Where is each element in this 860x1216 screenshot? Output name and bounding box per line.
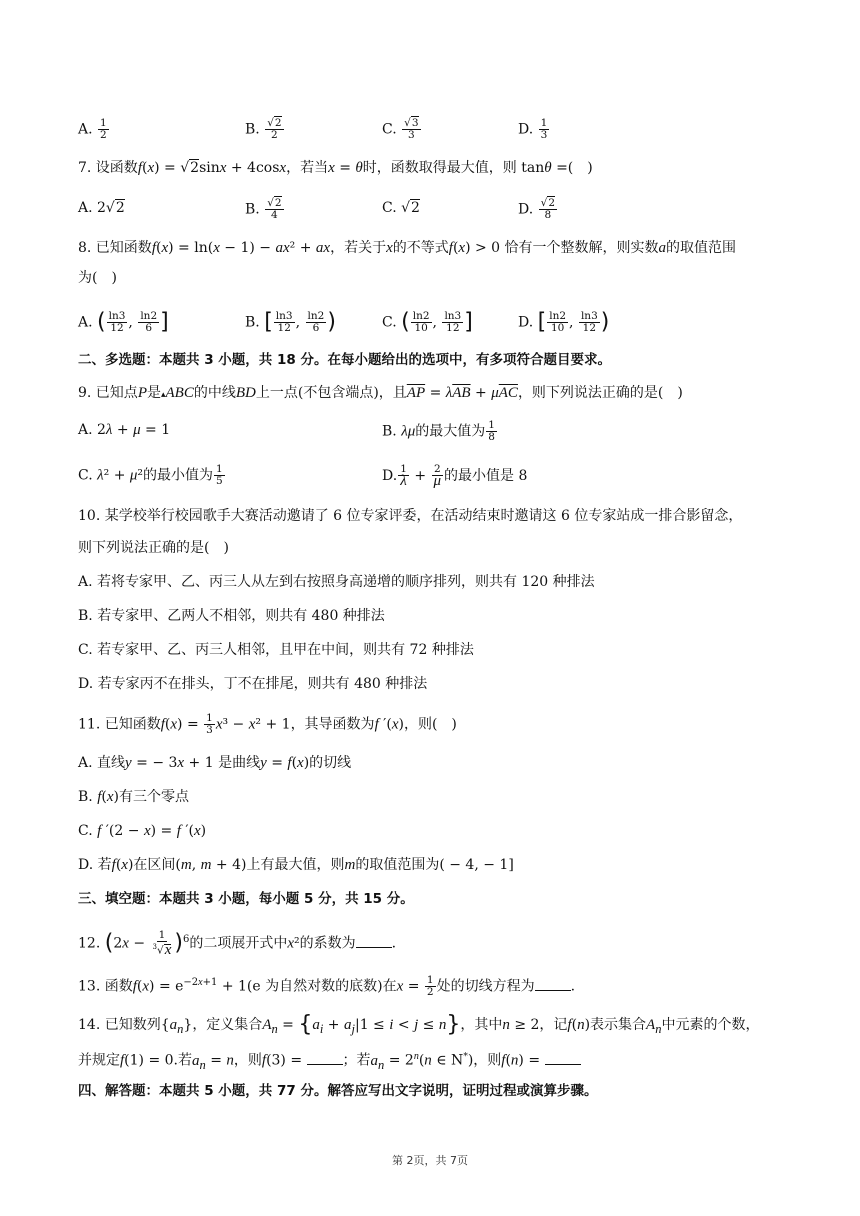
q6-option-b: B. $\frac{√2}{2}$ — [245, 117, 282, 141]
q11-option-b: B. f(x)有三个零点 — [78, 789, 189, 805]
q10-option-c: C. 若专家甲、乙、丙三人相邻，且甲在中间，则共有 72 种排法 — [78, 642, 474, 658]
q10-option-a: A. 若将专家甲、乙、丙三人从左到右按照身高递增的顺序排列，则共有 120 种排法 — [78, 574, 595, 590]
q9-option-c: C. λ² + μ²的最小值为 $\frac{1}{5}$ — [78, 463, 223, 487]
q12: 12. (2x − $\frac{1}{^3√x}$ )$^6$的二项展开式中x²的系数为 . — [78, 929, 397, 958]
section-heading-multiple-choice: 二、多选题：本题共 3 小题，共 18 分。在每小题给出的选项中，有多项符合题目要求。 — [78, 352, 611, 368]
q13: 13. 函数$f(x) = e^{-2x+1} + 1(e$ 为自然对数的底数)在x = $\frac{1}{2}$ 处的切线方程为 . — [78, 974, 576, 999]
q6-option-a: A. $\frac{1}{2}$ — [78, 117, 107, 141]
q11-option-c: C. f ′(2 − x) = f ′(x) — [78, 823, 207, 839]
q8-stem: 8. 已知函数f(x) = ln(x − 1) − ax² + ax，若关于x的不等式f(x) > 0 恰有一个整数解，则实数a的取值范围 — [78, 240, 737, 256]
q8-option-b: B. [ $\frac{\ln 3}{12}$ , $\frac{\ln 2}{6}$ ) — [245, 309, 336, 335]
q9-option-b: B. λμ的最大值为 $\frac{1}{8}$ — [382, 419, 495, 443]
q10-option-b: B. 若专家甲、乙两人不相邻，则共有 480 种排法 — [78, 608, 385, 624]
q11-option-a: A. 直线y = − 3x + 1 是曲线y = f(x)的切线 — [78, 755, 352, 771]
q10-stem: 10. 某学校举行校园歌手大赛活动邀请了 6 位专家评委，在活动结束时邀请这 6 位专家站成一排合影留念， — [78, 508, 743, 524]
q9-option-a: A. 2λ + μ = 1 — [78, 422, 171, 438]
q9-option-d: D. $\frac{1}{\lambda}$ + $\frac{2}{\mu}$ 的最小值是 8 — [382, 463, 528, 489]
q8-stem-line2: 为( ) — [78, 270, 117, 286]
q7-stem: 7. 设函数f(x) = √2sinx + 4cosx，若当x = θ时，函数取得最大值，则 tanθ =( ) — [78, 160, 593, 176]
q7-option-c: C. √2 — [382, 200, 420, 216]
page-footer: 第 2页，共 7页 — [392, 1154, 468, 1167]
q7-option-b: B. $\frac{√2}{4}$ — [245, 197, 282, 221]
q11-stem: 11. 已知函数f(x) = $\frac{1}{3}$ x³ − x² + 1，其导函数为f ′(x)，则( ) — [78, 712, 457, 736]
q9-stem: 9. 已知点P是▴ABC的中线BD上一点(不包含端点)，且$\overline{AP} = \lambda\overline{AB} + \mu\overline{AC}$，则下列说法正确的是( ) — [78, 385, 683, 401]
section-heading-fill-in: 三、填空题：本题共 3 小题，每小题 5 分，共 15 分。 — [78, 891, 414, 907]
q10-stem-line2: 则下列说法正确的是( ) — [78, 540, 229, 556]
q6-option-c: C. $\frac{√3}{3}$ — [382, 117, 419, 141]
q7-option-a: A. 2√2 — [78, 200, 125, 216]
q14-line2: 并规定f(1) = 0.若$a_n = n$，则f(3) = ；若$a_n = 2^n(n$ ∈ N*)，则f(n) = — [78, 1047, 581, 1075]
section-heading-solutions: 四、解答题：本题共 5 小题，共 77 分。解答应写出文字说明，证明过程或演算步骤。 — [78, 1083, 598, 1099]
q11-option-d: D. 若f(x)在区间(m, m + 4)上有最大值，则m的取值范围为( − 4, − 1] — [78, 857, 514, 873]
q7-option-d: D. $\frac{√2}{8}$ — [518, 197, 556, 221]
q14-line1: 14. 已知数列$\{a_n\}$，定义集合$A_n = \{a_i + a_j|1 \le i < j \le n\}$，其中n ≥ 2，记f(n)表示集合$A_n$中元素的个数， — [78, 1012, 760, 1037]
q8-option-c: C. ( $\frac{\ln 2}{10}$ , $\frac{\ln 3}{12}$ ] — [382, 309, 473, 335]
q10-option-d: D. 若专家丙不在排头，丁不在排尾，则共有 480 种排法 — [78, 676, 428, 692]
q8-option-d: D. [ $\frac{\ln 2}{10}$ , $\frac{\ln 3}{12}$ ) — [518, 309, 610, 335]
q8-option-a: A. ( $\frac{\ln 3}{12}$ , $\frac{\ln 2}{6}$ ] — [78, 309, 169, 335]
q6-option-d: D. $\frac{1}{3}$ — [518, 117, 548, 141]
